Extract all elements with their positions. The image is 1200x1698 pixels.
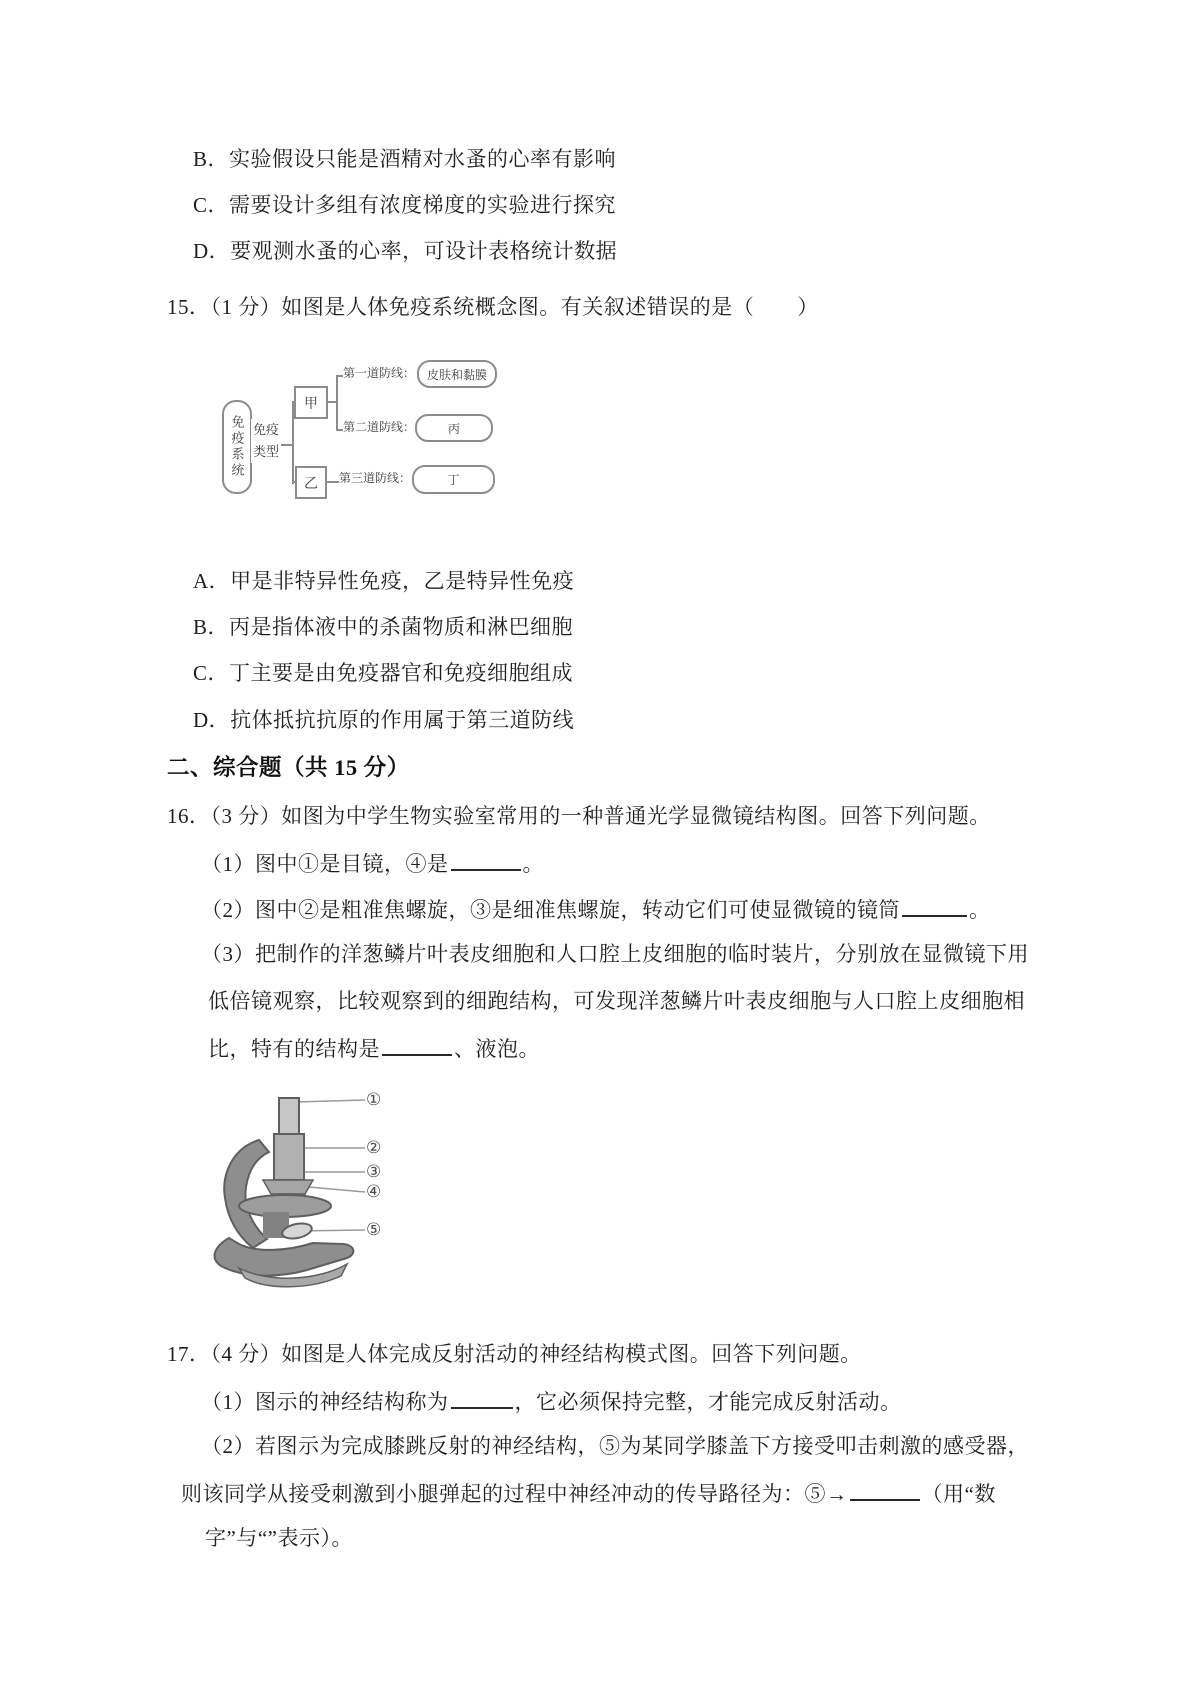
q17-sub2-text: 则该同学从接受刺激到小腿弹起的过程中神经冲动的传导路径为：⑤→ <box>181 1481 848 1506</box>
q16-stem: 16．（3 分）如图为中学生物实验室常用的一种普通光学显微镜结构图。回答下列问题。 <box>167 804 991 828</box>
diagram-row2-box: 丙 <box>415 414 493 442</box>
microscope-nosepiece-shape <box>263 1180 313 1194</box>
figure-label-1: ① <box>366 1090 382 1110</box>
microscope-body-tube-shape <box>274 1134 304 1180</box>
answer-blank <box>902 895 967 917</box>
q16-sub1-period: 。 <box>522 851 544 876</box>
diagram-branch-label: 免疫类型 <box>251 419 281 463</box>
q17-sub2-line2 <box>181 1479 996 1507</box>
diagram-connector <box>328 401 336 403</box>
figure-label-4: ④ <box>366 1182 382 1202</box>
q17-sub1-tail: ，它必须保持完整，才能完成反射活动。 <box>514 1389 902 1414</box>
q17-sub1 <box>201 1387 902 1415</box>
q15-option-c: C．丁主要是由免疫器官和免疫细胞组成 <box>193 661 574 685</box>
answer-blank <box>850 1479 920 1501</box>
q15-stem: 15．（1 分）如图是人体免疫系统概念图。有关叙述错误的是（ ） <box>167 295 819 319</box>
diagram-row3-box: 丁 <box>412 465 495 494</box>
q16-sub3-text: 比，特有的结构是 <box>208 1036 380 1061</box>
q17-sub2-line3: 字”与“”表示）。 <box>205 1526 353 1550</box>
diagram-row1-label: 第一道防线： <box>343 366 416 380</box>
figure-label-2: ② <box>366 1138 382 1158</box>
immune-system-concept-diagram <box>215 350 515 515</box>
diagram-root-node: 免疫系统 <box>222 400 252 494</box>
q15-option-b: B．丙是指体液中的杀菌物质和淋巴细胞 <box>193 615 574 639</box>
q16-sub3-line2: 低倍镜观察，比较观察到的细跑结构，可发现洋葱鳞片叶表皮细胞与人口腔上皮细胞相 <box>208 989 1025 1013</box>
q16-sub2 <box>201 895 991 923</box>
answer-blank <box>451 849 521 871</box>
diagram-row3-label: 第三道防线： <box>339 471 412 485</box>
microscope-illustration <box>195 1088 395 1303</box>
microscope-eyepiece-shape <box>279 1098 299 1134</box>
q16-sub2-text: （2）图中②是粗准焦螺旋，③是细准焦螺旋，转动它们可使显微镜的镜筒 <box>201 897 900 922</box>
section-2-title: 二、综合题（共 15 分） <box>167 755 410 780</box>
q17-sub2-tail: （用“数 <box>921 1481 996 1506</box>
diagram-row2-label: 第二道防线： <box>343 420 416 434</box>
q16-sub1-text: （1）图中①是目镜，④是 <box>201 851 449 876</box>
q15-option-a: A．甲是非特异性免疫，乙是特异性免疫 <box>193 569 575 593</box>
answer-blank <box>382 1034 452 1056</box>
diagram-node-jia: 甲 <box>294 386 328 419</box>
q14-option-d: D．要观测水蚤的心率，可设计表格统计数据 <box>193 239 618 263</box>
q16-sub2-period: 。 <box>969 897 991 922</box>
q16-sub3-line3 <box>208 1034 540 1062</box>
diagram-node-yi: 乙 <box>295 466 327 499</box>
q14-option-c: C．需要设计多组有浓度梯度的实验进行探究 <box>193 193 617 217</box>
q15-option-d: D．抗体抵抗抗原的作用属于第三道防线 <box>193 708 575 732</box>
answer-blank <box>451 1387 513 1409</box>
q16-sub3-tail: 、液泡。 <box>454 1036 540 1061</box>
microscope-arm-shape <box>224 1140 269 1248</box>
q17-sub1-text: （1）图示的神经结构称为 <box>201 1389 449 1414</box>
q16-sub1 <box>201 849 544 877</box>
diagram-row1-box: 皮肤和黏膜 <box>417 360 497 388</box>
q17-sub2-line1: （2）若图示为完成膝跳反射的神经结构，⑤为某同学膝盖下方接受叩击刺激的感受器， <box>201 1434 1029 1458</box>
diagram-connector <box>327 481 339 483</box>
microscope-base-shape <box>215 1238 354 1276</box>
q16-sub3-line1: （3）把制作的洋葱鳞片叶表皮细胞和人口腔上皮细胞的临时装片，分别放在显微镜下用 <box>201 942 1029 966</box>
q17-stem: 17．（4 分）如图是人体完成反射活动的神经结构模式图。回答下列问题。 <box>167 1342 862 1366</box>
figure-label-3: ③ <box>366 1162 382 1182</box>
diagram-connector <box>336 375 338 431</box>
q14-option-b: B．实验假设只能是酒精对水蚤的心率有影响 <box>193 147 617 171</box>
figure-label-5: ⑤ <box>366 1220 382 1240</box>
microscope-figure <box>195 1088 395 1303</box>
